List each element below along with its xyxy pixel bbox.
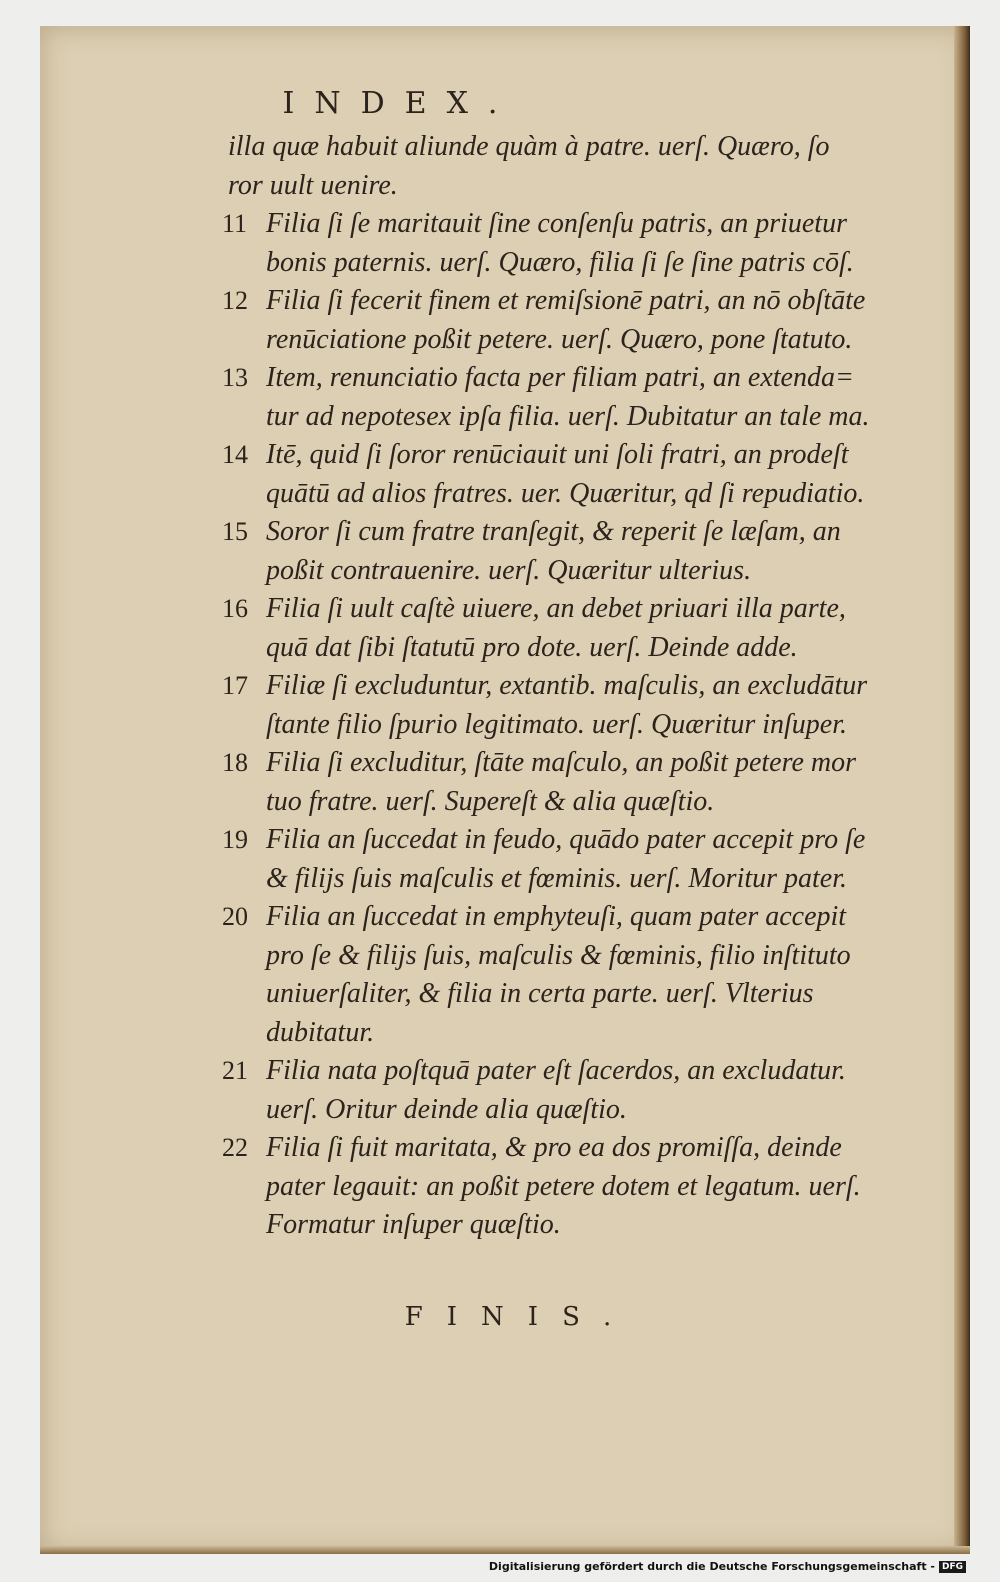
index-entry	[222, 1129, 888, 1245]
entry-line: Itē, quid ſi ſoror renūciauit uni ſoli fratri, an prodeſt	[266, 439, 849, 470]
entry-line: Filia ſi fecerit finem et remiſsionē patri, an nō obſtāte	[266, 285, 866, 316]
entry-line: Filia ſi fuit maritata, & pro ea dos promiſſa, deinde	[266, 1132, 842, 1163]
entry-line: renūciatione poßit petere. uerſ. Quæro, pone ſtatuto.	[266, 323, 853, 355]
index-entry	[222, 898, 888, 1052]
entry-line: poßit contrauenire. uerſ. Quæritur ulterius.	[266, 554, 752, 586]
lead-line: illa quæ habuit aliunde quàm à patre. uerſ. Quæro, ſo	[228, 131, 830, 162]
index-entry	[222, 1052, 888, 1129]
entry-number: 20	[222, 902, 248, 931]
lead-continuation	[228, 128, 888, 205]
index-entry	[222, 359, 888, 436]
index-entry	[222, 513, 888, 590]
digitization-footer	[489, 1560, 966, 1573]
entry-line: Filia an ſuccedat in emphyteuſi, quam pater accepit	[266, 901, 847, 932]
entry-number: 22	[222, 1133, 248, 1162]
entry-number: 21	[222, 1056, 248, 1085]
index-entry	[222, 436, 888, 513]
entry-line: Filia ſi ſe maritauit ſine conſenſu patris, an priuetur	[266, 208, 847, 239]
lead-line: ror uult uenire.	[228, 169, 398, 201]
entry-line: & filijs ſuis maſculis et fœminis. uerſ. Moritur pater.	[266, 862, 848, 894]
dfg-logo: DFG	[939, 1561, 966, 1573]
entry-number: 16	[222, 594, 248, 623]
index-entry	[222, 590, 888, 667]
index-text	[222, 128, 888, 1245]
index-entry	[222, 667, 888, 744]
entry-line: Formatur inſuper quæſtio.	[266, 1209, 561, 1240]
entry-line: Filia an ſuccedat in feudo, quādo pater accepit pro ſe	[266, 824, 866, 855]
entry-number: 19	[222, 825, 248, 854]
entry-number: 14	[222, 440, 248, 469]
entry-line: dubitatur.	[266, 1016, 375, 1048]
entry-number: 12	[222, 286, 248, 315]
entry-line: tur ad nepotesex ipſa filia. uerſ. Dubitatur an tale ma.	[266, 400, 870, 432]
entry-line: pro ſe & filijs ſuis, maſculis & fœminis, filio inſtituto	[266, 939, 851, 971]
entry-number: 18	[222, 748, 248, 777]
entry-number: 17	[222, 671, 248, 700]
entry-line: ſtante filio ſpurio legitimato. uerſ. Quæritur inſuper.	[266, 708, 848, 740]
page-bottom-edge	[40, 1546, 970, 1554]
index-entry	[222, 744, 888, 821]
finis-text: FINIS.	[404, 1302, 636, 1332]
entry-line: bonis paternis. uerſ. Quæro, filia ſi ſe ſine patris cōſ.	[266, 246, 854, 278]
entry-line: Filia nata poſtquā pater eſt ſacerdos, an excludatur.	[266, 1055, 846, 1086]
index-entries	[222, 205, 888, 1245]
index-entry	[222, 282, 888, 359]
entry-line: Soror ſi cum fratre tranſegit, & reperit ſe læſam, an	[266, 516, 841, 547]
entry-number: 15	[222, 517, 248, 546]
footer-text: Digitalisierung gefördert durch die Deutsche Forschungsgemeinschaft -	[488, 1560, 935, 1573]
page-heading: INDEX.	[282, 86, 518, 121]
entry-number: 11	[222, 209, 248, 238]
entry-line: Filia ſi uult caſtè uiuere, an debet priuari illa parte,	[266, 593, 846, 624]
entry-line: Filiæ ſi excluduntur, extantib. maſculis, an excludātur	[266, 670, 868, 701]
entry-line: quā dat ſibi ſtatutū pro dote. uerſ. Deinde adde.	[266, 631, 798, 663]
entry-line: quātū ad alios fratres. uer. Quæritur, qd ſi repudiatio.	[266, 477, 865, 509]
index-entry	[222, 205, 888, 282]
index-entry	[222, 821, 888, 898]
entry-line: Item, renunciatio facta per filiam patri, an extenda=	[266, 362, 854, 393]
entry-line: tuo fratre. uerſ. Supereſt & alia quæſtio.	[266, 785, 715, 817]
entry-line: uniuerſaliter, & filia in certa parte. uerſ. Vlterius	[266, 978, 814, 1009]
entry-number: 13	[222, 363, 248, 392]
entry-line: Filia ſi excluditur, ſtāte maſculo, an poßit petere mor	[266, 747, 856, 778]
entry-line: uerſ. Oritur deinde alia quæſtio.	[266, 1093, 627, 1125]
entry-line: pater legauit: an poßit petere dotem et legatum. uerſ.	[266, 1170, 861, 1202]
